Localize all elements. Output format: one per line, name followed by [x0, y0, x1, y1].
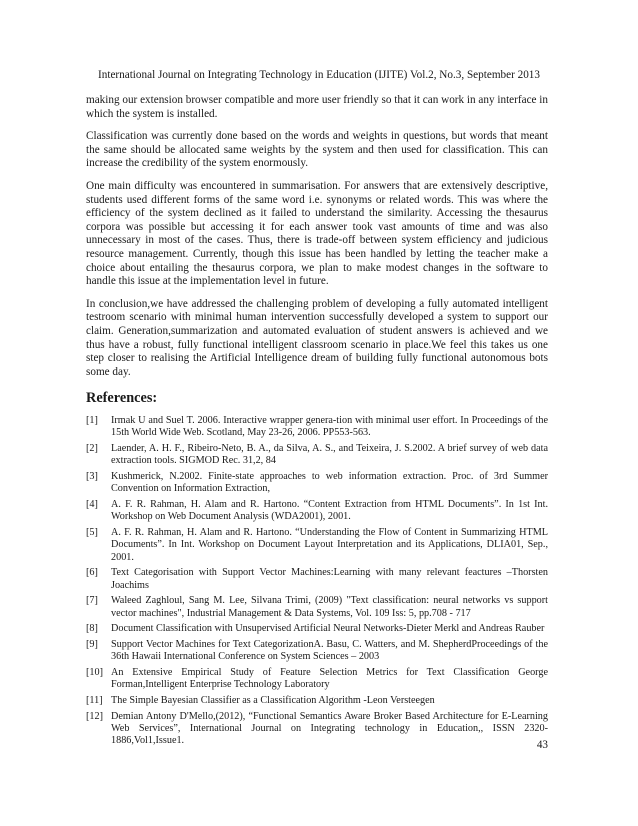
- reference-item: [86, 695, 548, 707]
- reference-text: Irmak U and Suel T. 2006. Interactive wrapper genera-tion with minimal user effort. In Proceedings of the 15th World Wide Web. Scotland, May 23-26, 2006. PP553-563.: [111, 415, 548, 439]
- references-heading: References:: [86, 390, 158, 407]
- body-paragraph: In conclusion,we have addressed the challenging problem of developing a fully automated intelligent testroom scenario with minimal human intervention successfully developed a system to support our claim. Generation,summarization and automated evaluation of student answers is achieved and we thus have a robust, fully functional intelligent classroom scenario in place.We feel this takes us one step closer to realising the Artificial Intelligence dream of building fully functional autonomous bots some day.: [86, 297, 548, 378]
- reference-item: [86, 623, 548, 635]
- reference-text: Waleed Zaghloul, Sang M. Lee, Silvana Trimi, (2009) "Text classification: neural networks vs support vector machines", Industrial Management & Data Systems, Vol. 109 Iss: 5, pp.708 - 717: [111, 595, 548, 619]
- reference-number: [7]: [86, 595, 98, 607]
- reference-item: [86, 499, 548, 523]
- journal-header: International Journal on Integrating Technology in Education (IJITE) Vol.2, No.3, September 2013: [98, 69, 540, 81]
- references-list: [86, 415, 548, 747]
- reference-text: A. F. R. Rahman, H. Alam and R. Hartono. “Content Extraction from HTML Documents”. In 1st Int. Workshop on Web Document Analysis (WDA2001), 2001.: [111, 499, 548, 523]
- reference-number: [9]: [86, 639, 98, 651]
- reference-number: [2]: [86, 443, 98, 455]
- reference-item: [86, 527, 548, 564]
- reference-text: Demian Antony D'Mello,(2012), “Functional Semantics Aware Broker Based Architecture for E-Learning Web Services”, International Journal on Integrating technology in Education,, ISSN 2320-1886,Vol1,Issue1.: [111, 711, 548, 747]
- reference-number: [11]: [86, 695, 103, 707]
- reference-item: [86, 471, 548, 495]
- reference-item: [86, 443, 548, 467]
- reference-text: Document Classification with Unsupervised Artificial Neural Networks-Dieter Merkl and Andreas Rauber: [111, 623, 545, 635]
- reference-text: The Simple Bayesian Classifier as a Classification Algorithm -Leon Versteegen: [111, 695, 435, 707]
- reference-item: [86, 415, 548, 439]
- body-paragraph: making our extension browser compatible and more user friendly so that it can work in any interface in which the system is installed.: [86, 94, 548, 120]
- reference-number: [4]: [86, 499, 98, 511]
- reference-number: [6]: [86, 567, 98, 579]
- body-paragraph: One main difficulty was encountered in summarisation. For answers that are extensively descriptive, students used different forms of the same word i.e. synonyms or related words. This was where the efficiency of the system declined as it failed to understand the similarity. Accessing the thesaurus corpora was possible but accessing it for each answer took vast amounts of time and was also unnecessary in most of the cases. Thus, there is trade-off between system efficiency and judicious resource management. Currently, though this issue has been handled by letting the teacher make a choice about entailing the thesaurus corpora, we plan to make modest changes in the software to handle this issue at the implementation level in future.: [86, 179, 548, 288]
- reference-text: Laender, A. H. F., Ribeiro-Neto, B. A., da Silva, A. S., and Teixeira, J. S.2002. A brief survey of web data extraction tools. SIGMOD Rec. 31,2, 84: [111, 443, 548, 467]
- reference-item: [86, 667, 548, 691]
- body-paragraph: Classification was currently done based on the words and weights in questions, but words that meant the same should be allocated same weights by the system and then used for classification. This can increase the credibility of the system enormously.: [86, 130, 548, 170]
- reference-item: [86, 711, 548, 748]
- reference-text: An Extensive Empirical Study of Feature Selection Metrics for Text Classification George Forman,Intelligent Enterprise Technology Laboratory: [111, 667, 548, 691]
- reference-number: [1]: [86, 415, 98, 427]
- reference-text: Text Categorisation with Support Vector Machines:Learning with many relevant feactures –Thorsten Joachims: [111, 567, 548, 591]
- reference-item: [86, 639, 548, 663]
- page-body: [86, 94, 548, 751]
- reference-text: A. F. R. Rahman, H. Alam and R. Hartono. “Understanding the Flow of Content in Summarizing HTML Documents”. In Int. Workshop on Document Layout Interpretation and its Applications, DLIA01, Sep., 2001.: [111, 527, 548, 563]
- page-number: 43: [536, 739, 548, 751]
- reference-number: [12]: [86, 711, 103, 723]
- reference-text: Kushmerick, N.2002. Finite-state approaches to web information extraction. Proc. of 3rd Summer Convention on Information Extraction,: [111, 471, 548, 495]
- reference-number: [8]: [86, 623, 98, 635]
- reference-item: [86, 567, 548, 591]
- reference-item: [86, 595, 548, 619]
- reference-number: [10]: [86, 667, 103, 679]
- reference-number: [3]: [86, 471, 98, 483]
- reference-text: Support Vector Machines for Text CategorizationA. Basu, C. Watters, and M. ShepherdProceedings of the 36th Hawaii International Conference on System Sciences – 2003: [111, 639, 548, 663]
- reference-number: [5]: [86, 527, 98, 539]
